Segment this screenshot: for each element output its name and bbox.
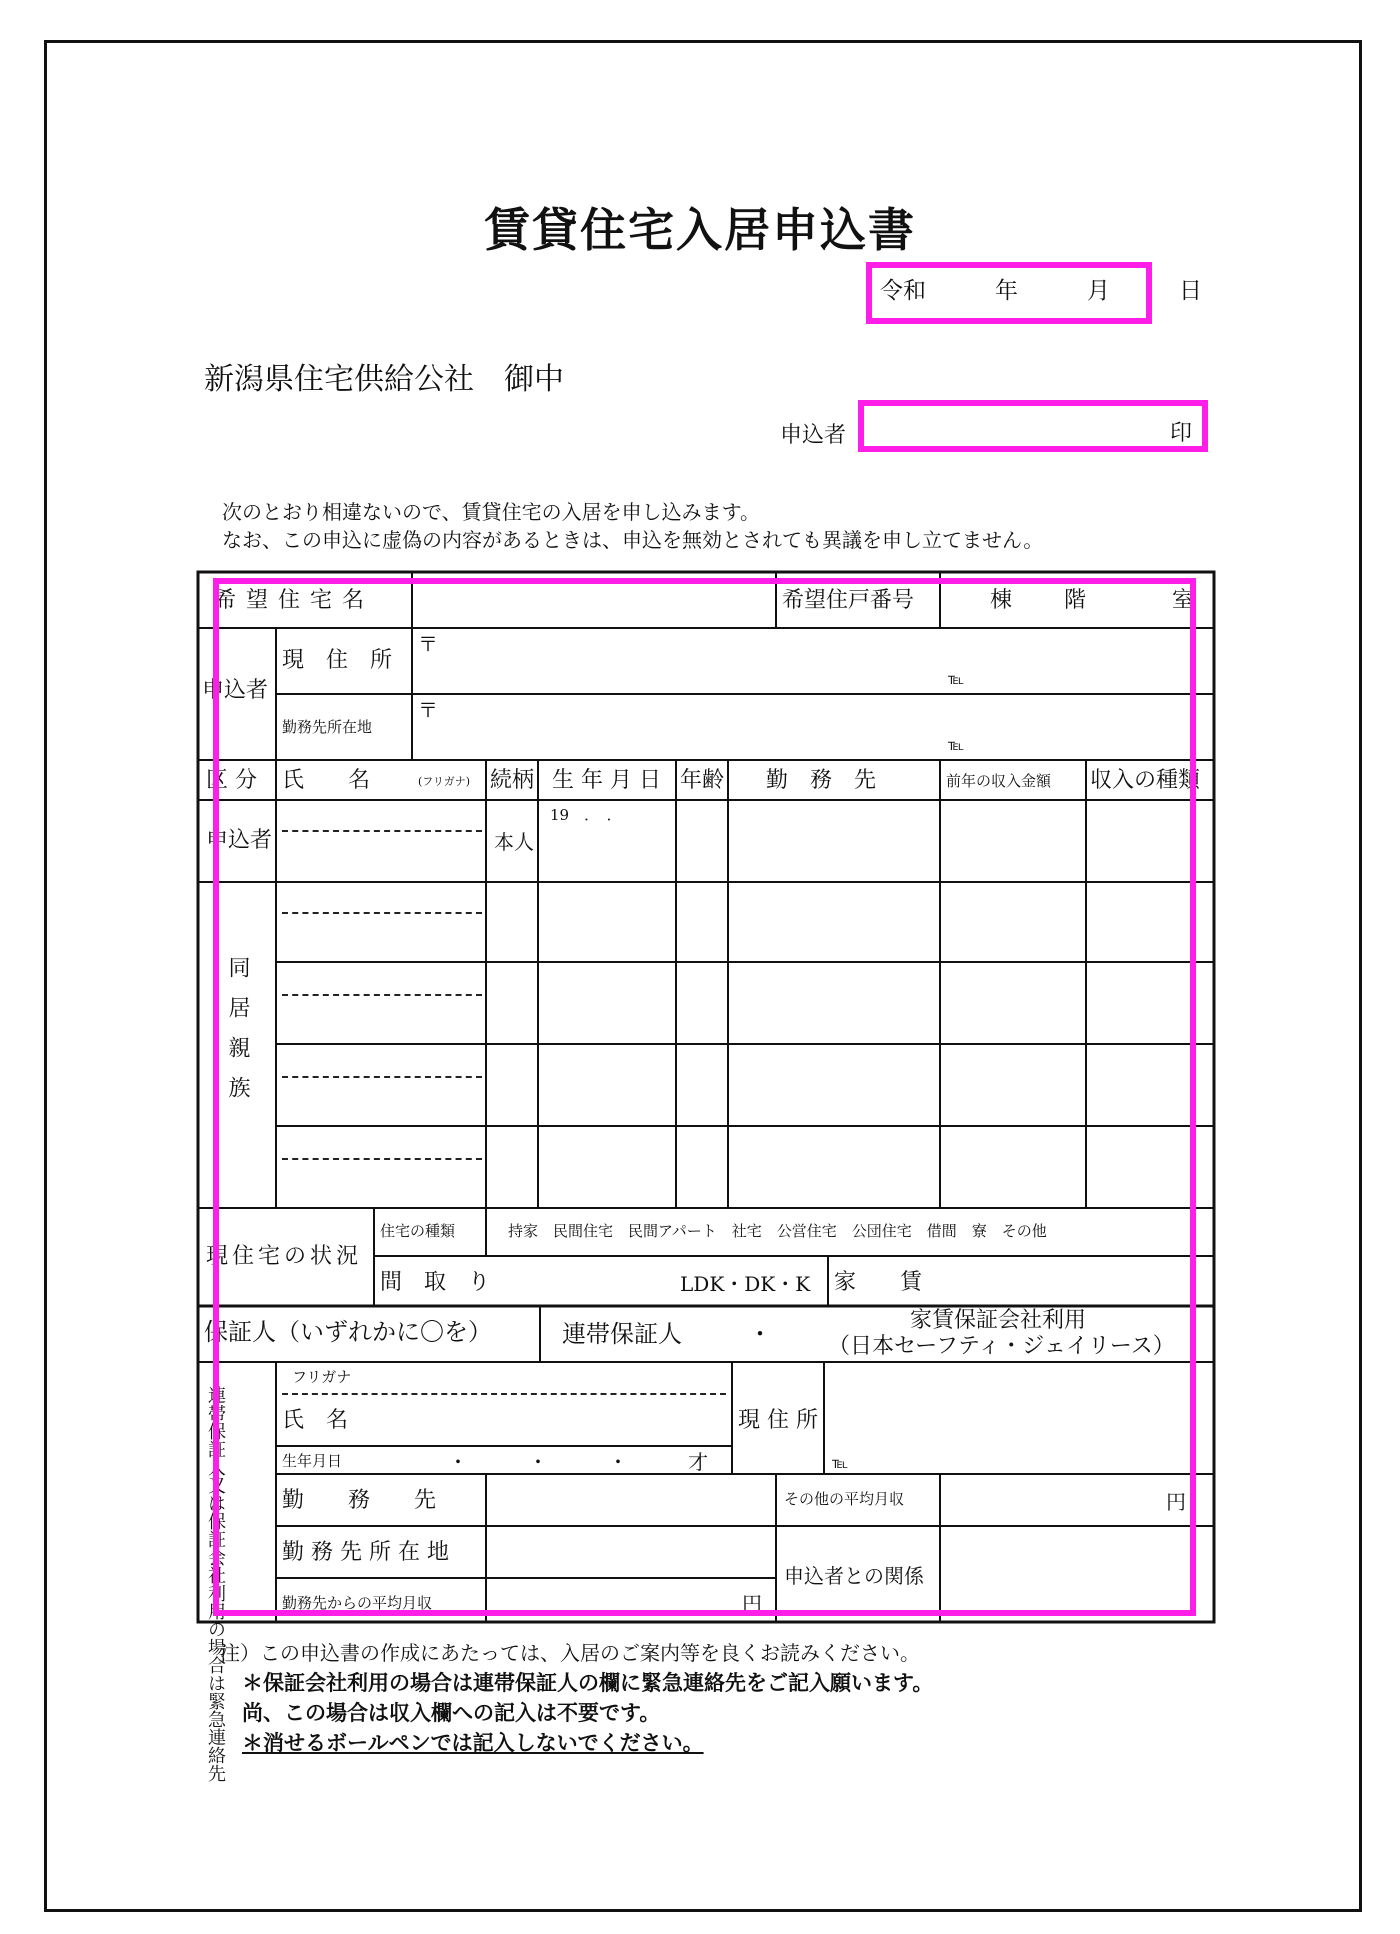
guarantor-birth-value: ・ ・ ・ 才 (448, 1450, 708, 1474)
guarantor-address-label: 現 住 所 (738, 1408, 818, 1433)
guarantee-company-option[interactable]: 家賃保証会社利用 (910, 1308, 1087, 1333)
room-label: 室 (1172, 588, 1195, 613)
desired-unit-label: 希望住戸番号 (782, 588, 915, 613)
note-3: 尚、この場合は収入欄への記入は不要です。 (242, 1700, 661, 1725)
guarantee-company-name: （日本セーフティ・ジェイリース） (828, 1334, 1175, 1359)
avg-income-label: 勤務先からの平均月収 (282, 1594, 433, 1612)
col-name: 氏 名 (282, 768, 371, 793)
birth-prefix: 19 ． ． (550, 806, 622, 824)
col-furigana: (フリガナ) (418, 775, 471, 788)
guarantor-work-label: 勤 務 先 (282, 1488, 437, 1513)
row-applicant-label: 申込者 (206, 828, 273, 853)
furigana-label: フリガナ (292, 1368, 352, 1386)
intro-line-1: 次のとおり相違ないので、賃貸住宅の入居を申し込みます。 (222, 500, 760, 524)
yen-mark: 円 (742, 1592, 762, 1616)
col-income-type: 収入の種類 (1090, 768, 1201, 793)
floor-label: 階 (1064, 588, 1087, 613)
option-separator: ・ (748, 1320, 772, 1348)
form-highlight[interactable] (213, 578, 1196, 1616)
seal-mark: 印 (1170, 421, 1193, 446)
col-work: 勤 務 先 (766, 768, 877, 793)
guarantor-work-address-label: 勤 務 先 所 在 地 (282, 1540, 449, 1565)
housing-type-label: 住宅の種類 (380, 1222, 456, 1240)
desired-house-label: 希望住宅名 (214, 588, 375, 613)
postal-mark: 〒 (418, 698, 438, 722)
col-birth: 生 年 月 日 (552, 768, 661, 793)
postal-mark: 〒 (418, 632, 438, 656)
notes (220, 1638, 933, 1758)
relation-to-applicant-label: 申込者との関係 (784, 1564, 924, 1588)
guarantor-label: 保証人（いずれかに〇を） (204, 1318, 492, 1346)
applicant-section-label: 申込者 (202, 678, 269, 703)
tel-mark: ℡ (948, 670, 965, 688)
col-prev-income: 前年の収入金額 (946, 772, 1052, 790)
relation-self: 本人 (494, 830, 534, 854)
housing-status-label: 現住宅の状況 (206, 1244, 363, 1269)
tel-mark: ℡ (948, 736, 965, 754)
date-text: 令和 年 月 日 (880, 278, 1202, 304)
housing-types: 持家 民間住宅 民間アパート 社宅 公営住宅 公団住宅 借間 寮 その他 (508, 1222, 1047, 1240)
joint-guarantor-option[interactable]: 連帯保証人 (562, 1320, 682, 1348)
work-address-label: 勤務先所在地 (282, 718, 373, 736)
guarantor-birth-label: 生年月日 (282, 1452, 343, 1470)
applicant-label: 申込者 (780, 423, 847, 448)
layout-value: LDK・DK・K (680, 1272, 811, 1296)
guarantor-side-label: 連帯保証人又は保証会社利用の場合は緊急連絡先 (205, 1386, 226, 1782)
layout-label: 間 取 り (380, 1270, 491, 1295)
col-category: 区 分 (206, 768, 257, 793)
form-title: 賃貸住宅入居申込書 (484, 203, 916, 257)
other-income-label: その他の平均月収 (784, 1490, 905, 1508)
recipient: 新潟県住宅供給公社 御中 (204, 362, 564, 397)
guarantor-name-label: 氏 名 (282, 1408, 349, 1433)
current-address-label: 現 住 所 (282, 648, 393, 673)
col-relation: 続柄 (490, 768, 535, 793)
cohabit-label: 同居親族 (225, 956, 250, 1116)
intro-line-2: なお、この申込に虚偽の内容があるときは、申込を無効とされても異議を申し立てません。 (222, 528, 1044, 552)
tel-mark: ℡ (832, 1454, 849, 1472)
rent-label: 家 賃 (834, 1270, 923, 1295)
note-4: ＊消せるボールペンでは記入しないでください。 (242, 1730, 704, 1755)
note-1: 注）この申込書の作成にあたっては、入居のご案内等を良くお読みください。 (220, 1641, 920, 1665)
col-age: 年齢 (680, 768, 725, 793)
yen-mark: 円 (1166, 1490, 1186, 1514)
note-2: ＊保証会社利用の場合は連帯保証人の欄に緊急連絡先をご記入願います。 (242, 1670, 934, 1695)
building-label: 棟 (990, 588, 1013, 613)
